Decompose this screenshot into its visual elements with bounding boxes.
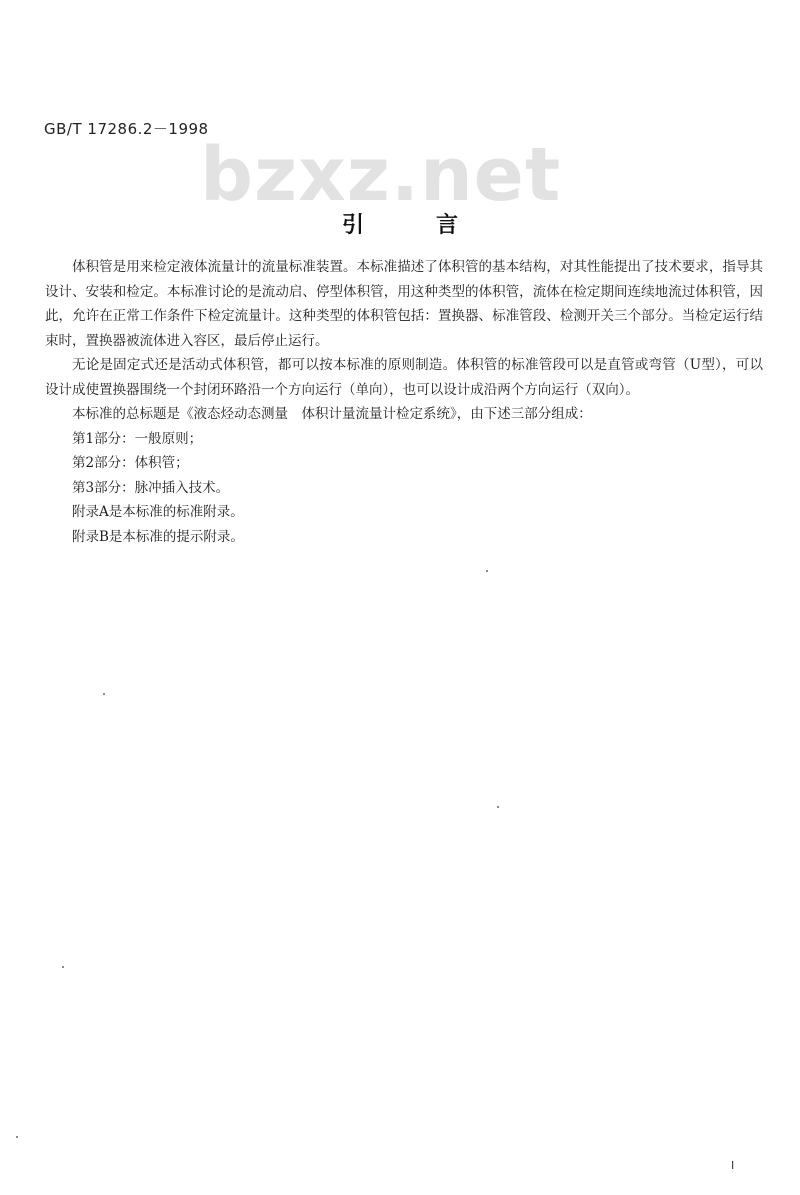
list-item: 附录A是本标准的标准附录。 [72,504,244,520]
watermark: bzxz.net [200,132,562,218]
standard-number: GB/T 17286.2－1998 [44,120,209,138]
list-item: 附录B是本标准的提示附录。 [72,528,244,545]
scan-speck [486,570,488,572]
page-number: I [731,1159,735,1172]
scan-speck [103,693,105,695]
paragraph: 体积管是用来检定液体流量计的流量标准装置。本标准描述了体积管的基本结构，对其性能提出了技术要求，指导其设计、安装和检定。本标准讨论的是流动启、停型体积管，用这种类型的体积管，流体在检定期间连续地流过体积管，因此，允许在正常工作条件下检定流量计。这种类型的体积管包括：置换器、标准管段、检测开关三个部分。当检定运行结束时，置换器被流体进入容区，最后停止运行。 [45,259,763,349]
scan-speck [62,966,64,968]
list-item: 第2部分：体积管； [72,455,189,471]
foreword-body [45,255,763,549]
list-item: 第1部分：一般原则； [72,430,203,447]
paragraph: 本标准的总标题是《液态烃动态测量 体积计量流量计检定系统》，由下述三部分组成： [72,406,592,422]
list-item: 第3部分：脉冲插入技术。 [72,479,230,496]
paragraph: 无论是固定式还是活动式体积管，都可以按本标准的原则制造。体积管的标准管段可以是直管或弯管（U型），可以设计成使置换器围绕一个封闭环路沿一个方向运行（单向），也可以设计成沿两个方向运行（双向）。 [45,357,763,398]
section-title: 引言 [341,212,530,238]
scan-speck [16,1136,18,1138]
scan-speck [497,806,499,808]
